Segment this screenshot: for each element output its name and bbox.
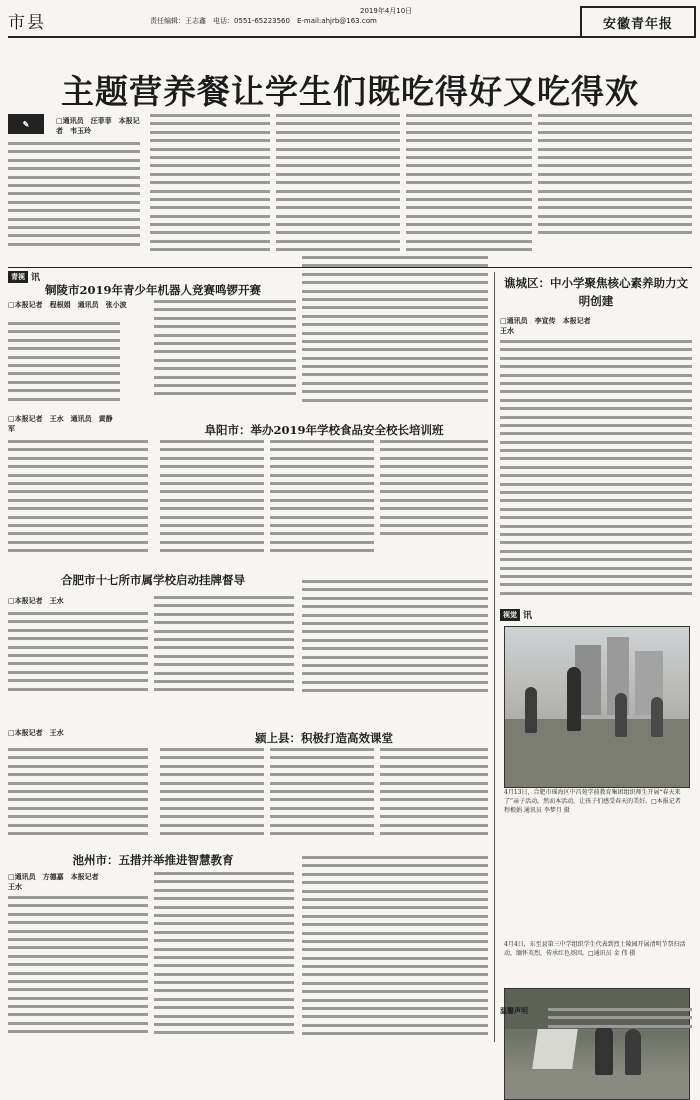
- lead-headline: 主题营养餐让学生们既吃得好又吃得欢: [61, 72, 639, 111]
- article-title: 阜阳市：举办2019年学校食品安全校长培训班: [204, 423, 444, 437]
- article-title: 颍上县：积极打造高效课堂: [255, 731, 393, 745]
- article-title: 合肥市十七所市属学校启动挂牌督导: [61, 573, 245, 587]
- photo-caption: 4月13日，合肥市瑶海区中昌苑学前教育集团组织师生开展“春天来了”亲子活动。然而本活动，让孩子们感受春天的美好。□本报记者 程根娟 通讯员 李梦月 摄: [504, 789, 681, 814]
- article-text: [8, 748, 148, 842]
- ground-shape: [505, 1075, 689, 1099]
- article-byline: □本报记者 王水 通讯员 黄静军: [8, 415, 113, 433]
- photo-martyrs-cemetery: [504, 988, 690, 1100]
- paper-logo: 安徽青年报: [580, 6, 696, 38]
- lead-text-col2: [150, 114, 270, 262]
- child-figure: [615, 693, 627, 737]
- lead-text-col1: [8, 142, 140, 252]
- article-text: [8, 612, 148, 702]
- article-text: [302, 580, 488, 702]
- section-label: 市县: [8, 13, 46, 33]
- header-rule: [8, 36, 692, 38]
- photo-spring-activity: [504, 626, 690, 788]
- teacher-figure: [567, 667, 581, 731]
- article-text: [154, 872, 294, 1042]
- photo-tag-label: 视觉: [500, 609, 520, 621]
- article-byline: □通讯员 李宣传 本报记者 王水: [500, 317, 598, 335]
- lead-byline: □通讯员 汪菲菲 本报记者 韦玉玲: [56, 117, 140, 135]
- article-title: 铜陵市2019年青少年机器人竞赛鸣锣开赛: [44, 283, 261, 297]
- lead-tag-icon: ✎: [8, 114, 44, 134]
- lead-text-col4: [406, 114, 532, 262]
- article-text: [160, 748, 264, 842]
- article-byline: □本报记者 王水: [8, 729, 64, 737]
- footer-note-text: [548, 1008, 692, 1038]
- article-text: [8, 322, 120, 408]
- article-text: [270, 440, 374, 560]
- article-text: [154, 596, 294, 702]
- article-text: [160, 440, 264, 560]
- photo-caption: 4月4日，东至县第三中学组织学生代表到烈士陵园开展清明节祭扫活动，缅怀英烈，传承红色基因。□通讯员 金 伟 摄: [504, 941, 686, 957]
- article-byline: □通讯员 方德嘉 本报记者 王水: [8, 873, 106, 891]
- lead-text-col5: [538, 114, 692, 262]
- article-text: [8, 440, 148, 560]
- date-line: 2019年4月10日: [360, 7, 413, 15]
- article-text: [500, 340, 692, 602]
- article-byline: □本报记者 程根娟 通讯员 张小波: [8, 301, 127, 309]
- lead-text-col3: [276, 114, 400, 262]
- article-text: [8, 896, 148, 1042]
- photo-tag-suffix: 讯: [523, 611, 533, 621]
- article-text: [380, 748, 488, 842]
- editor-line: 责任编辑：王志鑫 电话：0551-65223560 E-mail:ahjrb@163.com: [150, 17, 377, 25]
- child-figure: [651, 697, 663, 737]
- photo-tag: [500, 608, 532, 621]
- article-title: 池州市：五措并举推进智慧教育: [72, 853, 234, 867]
- column-divider: [494, 272, 495, 1042]
- article-text: [380, 440, 488, 560]
- article-text: [270, 748, 374, 842]
- article-text: [302, 856, 488, 1042]
- article-text: [302, 256, 488, 408]
- news-tag-suffix: 讯: [31, 273, 41, 283]
- article-title: 谯城区：中小学聚焦核心素养助力文明创建: [504, 276, 688, 308]
- header-info: [150, 6, 550, 26]
- news-tag-label: 青视: [8, 271, 28, 283]
- footer-note-title: 温馨声明: [500, 1007, 528, 1015]
- article-text: [154, 300, 296, 408]
- child-figure: [525, 687, 537, 733]
- article-byline: □本报记者 王水: [8, 597, 64, 605]
